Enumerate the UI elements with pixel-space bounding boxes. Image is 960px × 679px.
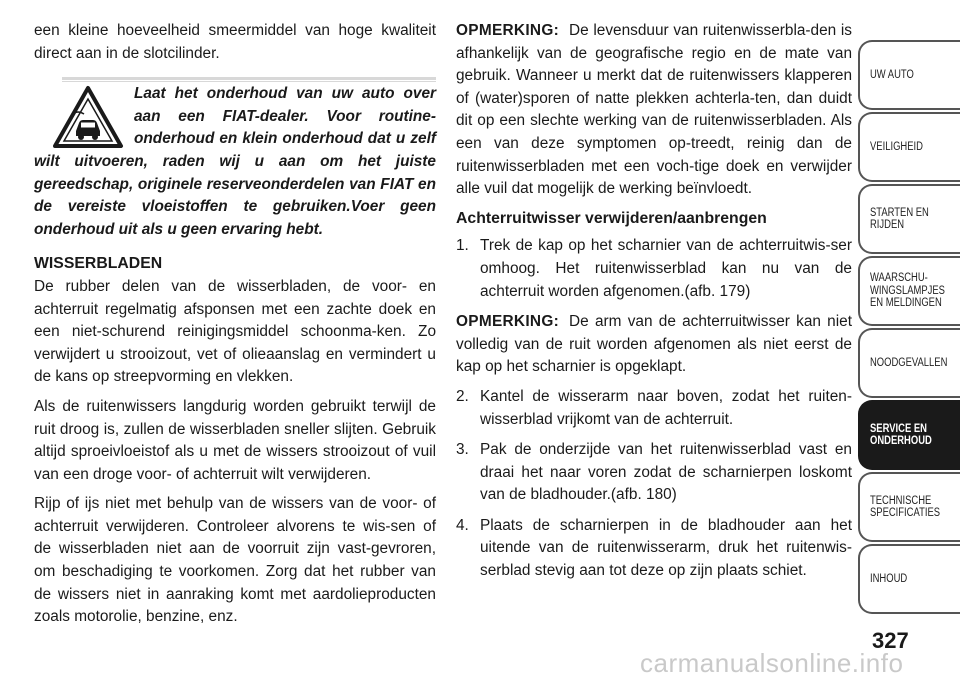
warning-top-rule	[62, 77, 436, 80]
steps-list-b	[456, 386, 852, 583]
step-number: 4.	[456, 516, 469, 534]
step-number: 3.	[456, 441, 469, 459]
note-label: OPMERKING:	[456, 22, 560, 39]
warning-triangle-icon	[52, 85, 124, 149]
step-number: 1.	[456, 237, 469, 255]
list-item	[456, 235, 852, 303]
list-item	[456, 386, 852, 431]
note-label: OPMERKING:	[456, 313, 560, 331]
tab-label: TECHNISCHE SPECIFICATIES	[870, 494, 941, 519]
warning-text: Laat het onderhoud van uw auto over aan een FIAT-dealer. Voor routine-onderhoud en klein onderhoud dat u zelf wilt uitvoeren, raden wij u aan om het juiste gereedschap, originele reserveonderdelen van FIAT en de vereiste vloeistoffen te gebruiken.Voer geen onderhoud uit als u geen ervaring hebt.	[34, 85, 436, 238]
step-text: Pak de onderzijde van het ruitenwisserblad vast en draai het naar voren zodat de scharnierpen loskomt van de bladhouder.(afb. 180)	[480, 441, 852, 504]
left-column	[34, 20, 436, 636]
tab-label: VEILIGHEID	[870, 140, 923, 153]
watermark: carmanualsonline.info	[640, 648, 904, 678]
tab-service-en-onderhoud[interactable]	[858, 400, 960, 470]
tab-inhoud[interactable]	[858, 544, 960, 614]
tab-label: SERVICE EN ONDERHOUD	[870, 422, 932, 447]
tab-label: UW AUTO	[870, 68, 914, 81]
tab-noodgevallen[interactable]	[858, 328, 960, 398]
step-text: Plaats de scharnierpen in de bladhouder aan het uitende van de ruitenwisserarm, druk het ruitenwis-serblad stevig aan tot deze op zijn plaats schiet.	[480, 516, 852, 580]
tab-uw-auto[interactable]	[858, 40, 960, 110]
list-item	[456, 439, 852, 507]
tab-label: WAARSCHU- WINGSLAMPJES EN MELDINGEN	[870, 272, 945, 310]
subsection-heading: Achterruitwisser verwijderen/aanbrengen	[456, 209, 767, 227]
tab-veiligheid[interactable]	[858, 112, 960, 182]
steps-list-a	[456, 235, 852, 303]
page-number: 327	[872, 628, 909, 653]
body-paragraph-2: Als de ruitenwissers langdurig worden gebruikt terwijl de ruit droog is, zullen de wisserbladen sneller slijten. Gebruik altijd sproeivloeistof als u met de wissers strooizout of vuil van een droge voor- of achterruit wilt verwijderen.	[34, 397, 436, 483]
body-paragraph-3: Rijp of ijs niet met behulp van de wissers van de voor- of achterruit verwijderen. Controleer alvorens te wis-sen of de wisserbladen niet aan de voorruit zijn vast-gevroren, om beschadiging te voorkomen. Zorg dat het rubber van de wissers niet in aanraking komt met aardolieproducten zoals motorolie, benzine, enz.	[34, 495, 436, 626]
step-number: 2.	[456, 387, 469, 405]
note-text: De levensduur van ruitenwisserbla-den is afhankelijk van de geografische regio en de mate van gebruik. Wanneer u merkt dat de ruitenwissers klapperen of (water)sporen of natte plekken achterla-ten, dan duidt dit op een slechte werking van de ruitenwisserbladen. Als een van deze symptomen op-treedt, reinig dan de ruitenwisserbladen met een voch-tige doek en verwijder alle vuil dat mogelijk de werking beïnvloedt.	[456, 22, 852, 198]
tab-technische-specificaties[interactable]	[858, 472, 960, 542]
body-paragraph-1: De rubber delen van de wisserbladen, de voor- en achterruit regelmatig afsponsen met een zachte doek en een niet-schurend reinigingsmiddel schoonma-ken. Zo verwijdert u strooizout, vet of olieaanslag en vermindert u de kans op streepvorming en vlekken.	[34, 277, 436, 386]
tab-label: NOODGEVALLEN	[870, 356, 948, 369]
list-item	[456, 515, 852, 583]
note-paragraph-2	[456, 311, 852, 379]
tab-label: INHOUD	[870, 572, 908, 585]
warning-top-rule-thin	[62, 81, 436, 82]
tab-waarschuwingslampjes[interactable]	[858, 256, 960, 326]
chapter-tabs	[858, 40, 960, 616]
warning-block	[34, 77, 436, 241]
tab-starten-en-rijden[interactable]	[858, 184, 960, 254]
tab-label: STARTEN EN RIJDEN	[870, 206, 929, 231]
note-paragraph-1	[456, 20, 852, 201]
step-text: Trek de kap op het scharnier van de achterruitwis-ser omhoog. Het ruitenwisserblad kan nu van de achterruit worden afgenomen.(afb. 179)	[480, 237, 852, 300]
note-text: De arm van de achterruitwisser kan niet volledig van de ruit worden afgenomen als niet eerst de kap op het scharnier is opgeklapt.	[456, 313, 852, 376]
right-column	[456, 20, 852, 591]
section-heading: WISSERBLADEN	[34, 255, 163, 273]
step-text: Kantel de wisserarm naar boven, zodat het ruiten-wisserblad vrijkomt van de achterruit.	[480, 387, 852, 428]
intro-paragraph: een kleine hoeveelheid smeermiddel van hoge kwaliteit direct aan in de slotcilinder.	[34, 22, 436, 62]
